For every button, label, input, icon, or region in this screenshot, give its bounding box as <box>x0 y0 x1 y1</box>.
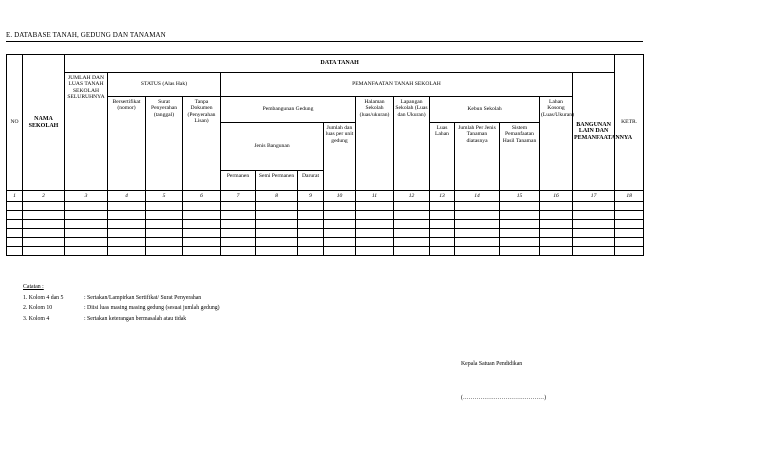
signature-line: (……………………………………) <box>461 395 547 401</box>
table-cell <box>7 220 23 229</box>
col-number: 4 <box>108 191 146 202</box>
table-cell <box>7 211 23 220</box>
col-number: 10 <box>324 191 356 202</box>
table-cell <box>298 220 324 229</box>
note-key: 1. Kolom 4 dan 5 <box>23 294 64 301</box>
database-table <box>6 54 644 256</box>
empty-rows <box>7 202 644 256</box>
header-lapangan: Lapangan Sekolah (Luas dan Ukuran) <box>394 97 430 191</box>
note-key: 3. Kolom 4 <box>23 315 50 322</box>
table-cell <box>146 247 183 256</box>
table-cell <box>146 220 183 229</box>
table-row <box>7 247 644 256</box>
header-status: STATUS (Alas Hak) <box>108 73 221 97</box>
table-cell <box>256 220 298 229</box>
note-item <box>23 314 220 325</box>
table-cell <box>573 238 615 247</box>
table-cell <box>615 202 644 211</box>
table-cell <box>183 229 221 238</box>
table-cell <box>455 220 500 229</box>
table-cell <box>65 247 108 256</box>
header-jumlah-luas: JUMLAH DAN LUAS TANAH SEKOLAH SELURUHNYA <box>65 73 108 191</box>
table-cell <box>146 229 183 238</box>
header-kebun: Kebun Sekolah <box>430 97 540 123</box>
header-lahan-kosong: Lahan Kosong (Luas/Ukuran) <box>540 97 573 191</box>
col-number: 16 <box>540 191 573 202</box>
table-cell <box>540 211 573 220</box>
header-jumlah-luas-gedung: Jumlah dan luas per unit gedung <box>324 123 356 191</box>
col-number: 17 <box>573 191 615 202</box>
table-cell <box>108 211 146 220</box>
col-number: 6 <box>183 191 221 202</box>
table-cell <box>324 211 356 220</box>
table-cell <box>298 211 324 220</box>
table-cell <box>256 211 298 220</box>
table-cell <box>430 202 455 211</box>
table-cell <box>221 238 256 247</box>
col-number: 5 <box>146 191 183 202</box>
table-cell <box>65 238 108 247</box>
table-cell <box>455 238 500 247</box>
table-row <box>7 229 644 238</box>
header-jumlah-jenis: Jumlah Per Jenis Tanaman diatasnya <box>455 123 500 191</box>
table-cell <box>108 202 146 211</box>
note-item <box>23 303 220 314</box>
header-jenis-bangunan: Jenis Bangunan <box>221 123 324 171</box>
header-pemanfaatan: PEMANFAATAN TANAH SEKOLAH <box>221 73 573 97</box>
table-cell <box>256 238 298 247</box>
table-cell <box>256 247 298 256</box>
col-number: 7 <box>221 191 256 202</box>
table-cell <box>615 238 644 247</box>
table-cell <box>394 202 430 211</box>
table-cell <box>430 229 455 238</box>
header-luas-lahan: Luas Lahan <box>430 123 455 191</box>
table-cell <box>430 247 455 256</box>
table-cell <box>7 247 23 256</box>
col-number: 14 <box>455 191 500 202</box>
table-cell <box>183 247 221 256</box>
table-cell <box>615 247 644 256</box>
table-cell <box>146 238 183 247</box>
table-row <box>7 220 644 229</box>
table-cell <box>430 220 455 229</box>
note-value: : Sertakan keterangan bermasalah atau tidak <box>84 315 187 322</box>
table-cell <box>615 229 644 238</box>
col-number: 2 <box>23 191 65 202</box>
table-cell <box>256 202 298 211</box>
table-cell <box>573 247 615 256</box>
table-cell <box>7 202 23 211</box>
table-cell <box>65 211 108 220</box>
col-number: 9 <box>298 191 324 202</box>
notes <box>23 282 220 324</box>
table-cell <box>23 220 65 229</box>
table-cell <box>540 247 573 256</box>
table-cell <box>500 211 540 220</box>
table-cell <box>221 229 256 238</box>
table-cell <box>324 247 356 256</box>
table-cell <box>23 229 65 238</box>
table-cell <box>540 220 573 229</box>
table-row <box>7 211 644 220</box>
table-cell <box>615 211 644 220</box>
table-cell <box>221 220 256 229</box>
table-cell <box>221 247 256 256</box>
header-permanen: Permanen <box>221 171 256 191</box>
table-cell <box>108 238 146 247</box>
table-cell <box>23 211 65 220</box>
table-cell <box>108 220 146 229</box>
table-cell <box>500 238 540 247</box>
header-darurat: Darurat <box>298 171 324 191</box>
title-rule <box>6 41 643 42</box>
table-cell <box>183 238 221 247</box>
table-cell <box>455 229 500 238</box>
table-cell <box>394 247 430 256</box>
table-cell <box>146 202 183 211</box>
table-cell <box>356 238 394 247</box>
table-cell <box>146 211 183 220</box>
note-key: 2. Kolom 10 <box>23 305 53 312</box>
header-data-tanah: DATA TANAH <box>65 55 615 73</box>
table-cell <box>394 211 430 220</box>
col-number: 8 <box>256 191 298 202</box>
notes-caption: Catatan : <box>23 284 44 290</box>
table-cell <box>500 220 540 229</box>
header-ket: KETR. <box>615 55 644 191</box>
table-cell <box>65 220 108 229</box>
table-cell <box>324 220 356 229</box>
col-number: 11 <box>356 191 394 202</box>
table-cell <box>430 238 455 247</box>
table-cell <box>356 211 394 220</box>
table-cell <box>23 202 65 211</box>
table-cell <box>183 202 221 211</box>
table-cell <box>455 247 500 256</box>
table-cell <box>615 220 644 229</box>
table-cell <box>183 211 221 220</box>
table-cell <box>221 211 256 220</box>
table-cell <box>430 211 455 220</box>
table-cell <box>23 238 65 247</box>
col-number: 3 <box>65 191 108 202</box>
table-cell <box>455 202 500 211</box>
col-number: 15 <box>500 191 540 202</box>
table-cell <box>108 229 146 238</box>
table-cell <box>324 229 356 238</box>
col-number: 12 <box>394 191 430 202</box>
table-cell <box>324 202 356 211</box>
header-sistem: Sistem Pemanfaatan Hasil Tanaman <box>500 123 540 191</box>
table-cell <box>298 238 324 247</box>
table-cell <box>356 229 394 238</box>
table-cell <box>7 238 23 247</box>
table-cell <box>65 202 108 211</box>
header-surat-penyerahan: Surat Penyerahan (tanggal) <box>146 97 183 191</box>
table-cell <box>23 247 65 256</box>
table-cell <box>65 229 108 238</box>
table-cell <box>256 229 298 238</box>
note-value: : Sertakan/Lampirkan Sertifikat/ Surat Penyerahan <box>84 294 202 301</box>
table-cell <box>500 202 540 211</box>
table-cell <box>394 238 430 247</box>
table-cell <box>356 202 394 211</box>
table-cell <box>298 202 324 211</box>
note-value: : Diisi luas masing masing gedung (sesuai jumlah gedung) <box>84 305 220 312</box>
table-cell <box>573 211 615 220</box>
note-item <box>23 293 220 304</box>
header-no: NO <box>7 55 23 191</box>
table-cell <box>298 247 324 256</box>
table-row <box>7 238 644 247</box>
col-number: 1 <box>7 191 23 202</box>
table-cell <box>500 247 540 256</box>
header-bangunan-lain: BANGUNAN LAIN DAN PEMANFAATANNYA <box>573 73 615 191</box>
header-semi-permanen: Semi Permanen <box>256 171 298 191</box>
table-cell <box>500 229 540 238</box>
header-pembangunan-gedung: Pembangunan Gedung <box>221 97 356 123</box>
table-cell <box>356 220 394 229</box>
header-halaman: Halaman Sekolah (luas/ukuran) <box>356 97 394 191</box>
table-cell <box>573 220 615 229</box>
table-row <box>7 202 644 211</box>
header-tanpa-dokumen: Tanpa Dokumen (Penyerahan Lisan) <box>183 97 221 191</box>
table-cell <box>324 238 356 247</box>
table-cell <box>7 229 23 238</box>
col-number: 13 <box>430 191 455 202</box>
signature-title: Kepala Satuan Pendidikan <box>461 361 523 367</box>
table-cell <box>221 202 256 211</box>
header-nama-sekolah: NAMA SEKOLAH <box>23 55 65 191</box>
table-cell <box>394 220 430 229</box>
table-cell <box>298 229 324 238</box>
table-cell <box>356 247 394 256</box>
header-bersertifikat: Bersertifikat (nomor) <box>108 97 146 191</box>
table-cell <box>108 247 146 256</box>
col-number: 18 <box>615 191 644 202</box>
table-cell <box>573 229 615 238</box>
table-cell <box>455 211 500 220</box>
table-cell <box>394 229 430 238</box>
table-cell <box>540 229 573 238</box>
table-cell <box>183 220 221 229</box>
table-cell <box>540 238 573 247</box>
column-number-row <box>7 191 644 202</box>
table-cell <box>573 202 615 211</box>
document-title: E. DATABASE TANAH, GEDUNG DAN TANAMAN <box>6 31 166 39</box>
table-cell <box>540 202 573 211</box>
